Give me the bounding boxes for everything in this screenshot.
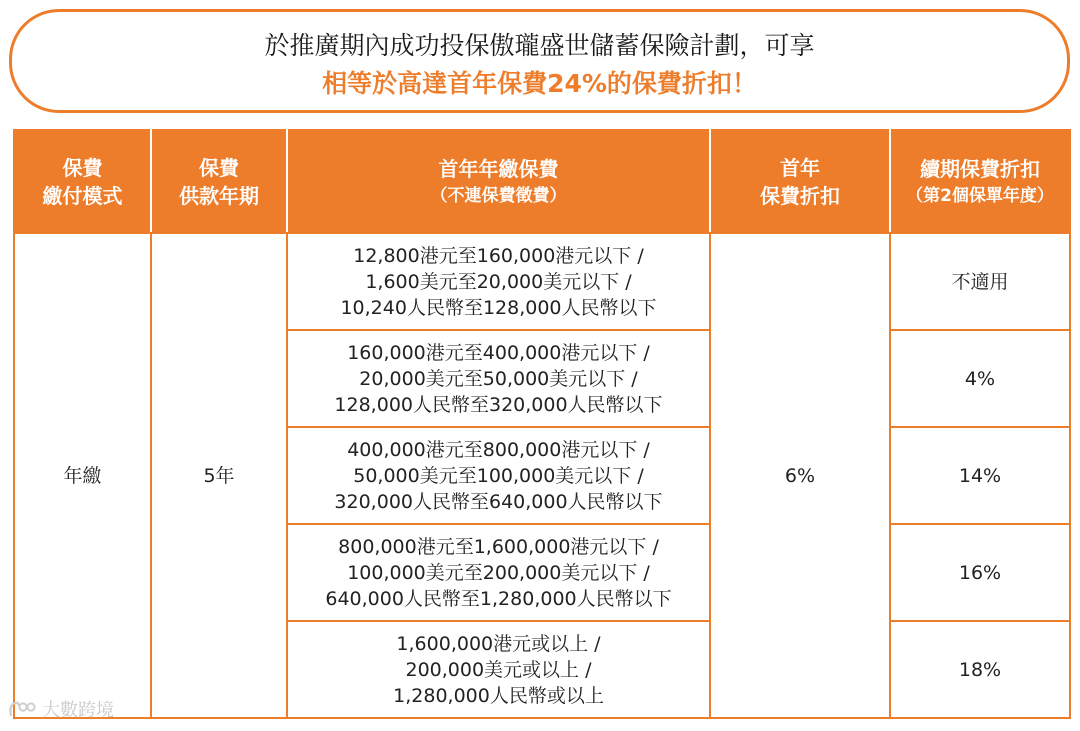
premium-range-cell: 800,000港元至1,600,000港元以下 / 100,000美元至200,000美元以下 / 640,000人民幣至1,280,000人民幣以下 (287, 524, 710, 621)
header-payment-mode: 保費 繳付模式 (14, 130, 151, 233)
table-header-row (14, 130, 1070, 233)
payment-term-cell: 5年 (151, 233, 287, 718)
banner-line-1: 於推廣期內成功投保傲瓏盛世儲蓄保險計劃，可享 (264, 31, 815, 60)
renewal-discount-cell: 14% (890, 427, 1070, 524)
renewal-discount-cell: 不適用 (890, 233, 1070, 330)
header-payment-term: 保費 供款年期 (151, 130, 287, 233)
payment-mode-cell: 年繳 (14, 233, 151, 718)
watermark-text: 大數跨境 (42, 700, 114, 721)
header-first-year-premium: 首年年繳保費 （不連保費徵費） (287, 130, 710, 233)
discount-table (13, 129, 1071, 719)
premium-range-cell: 12,800港元至160,000港元以下 / 1,600美元至20,000美元以下 / 10,240人民幣至128,000人民幣以下 (287, 233, 710, 330)
renewal-discount-cell: 4% (890, 330, 1070, 427)
premium-range-cell: 1,600,000港元或以上 / 200,000美元或以上 / 1,280,000人民幣或以上 (287, 621, 710, 718)
renewal-discount-cell: 16% (890, 524, 1070, 621)
table-row (14, 233, 1070, 330)
banner-line-2: 相等於高達首年保費24%的保費折扣！ (322, 69, 757, 98)
first-year-discount-cell: 6% (710, 233, 890, 718)
watermark (8, 696, 114, 722)
premium-range-cell: 400,000港元至800,000港元以下 / 50,000美元至100,000美元以下 / 320,000人民幣至640,000人民幣以下 (287, 427, 710, 524)
header-first-year-discount: 首年 保費折扣 (710, 130, 890, 233)
premium-range-cell: 160,000港元至400,000港元以下 / 20,000美元至50,000美元以下 / 128,000人民幣至320,000人民幣以下 (287, 330, 710, 427)
dashu-logo-icon (8, 699, 38, 719)
renewal-discount-cell: 18% (890, 621, 1070, 718)
promo-banner (9, 9, 1070, 113)
header-renewal-discount: 續期保費折扣 （第2個保單年度） (890, 130, 1070, 233)
